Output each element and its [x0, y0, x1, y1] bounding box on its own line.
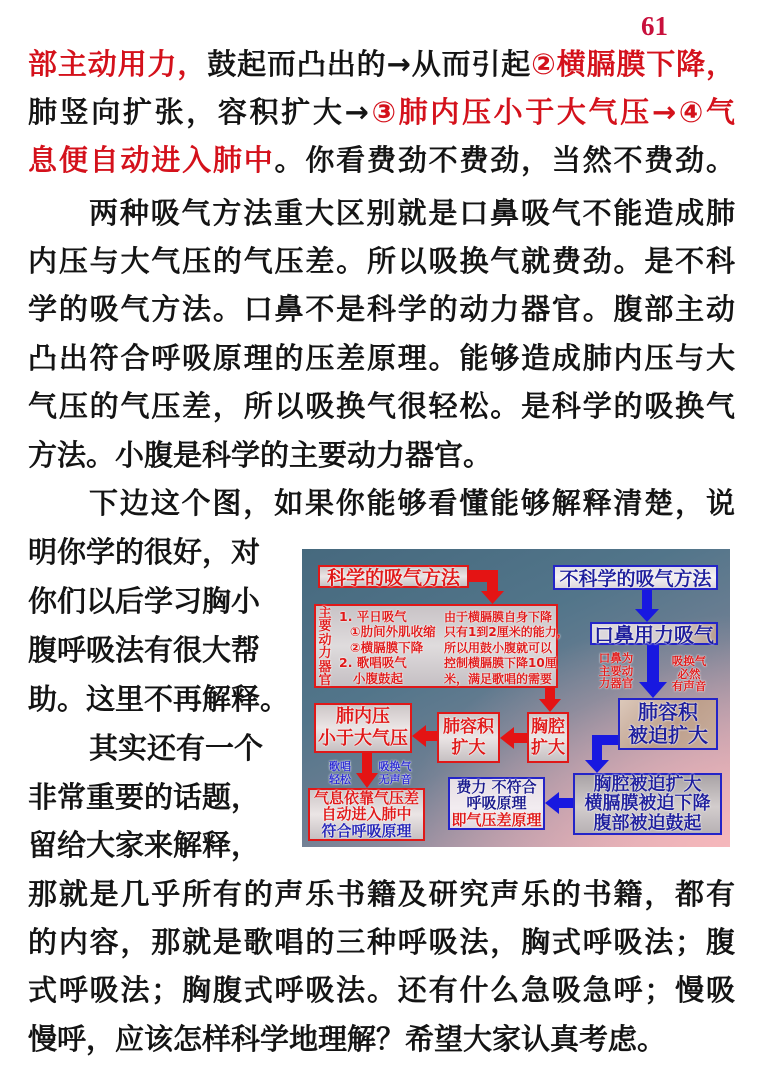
explanation-line: 米，满足歌唱的需要 — [444, 671, 553, 686]
text-line: 留给大家来解释， — [28, 828, 261, 862]
inhalation-methods-list — [339, 609, 436, 686]
lung-pressure-box — [314, 703, 412, 753]
text-line: 那就是几乎所有的声乐书籍及研究声乐的书籍，都有 — [28, 877, 735, 911]
box-line: 肺内压 — [336, 706, 390, 727]
note-line: 歌唱 — [329, 760, 351, 773]
text-line — [28, 40, 735, 88]
diaphragm-explanation — [444, 610, 569, 687]
unscientific-result-box — [448, 777, 545, 830]
chest-expand-box — [527, 712, 569, 763]
label-char: 主 — [318, 606, 332, 621]
box-line: 即气压差原理 — [451, 810, 542, 829]
text-line — [28, 136, 735, 184]
text-line: 方法。小腹是科学的主要动力器官。 — [28, 438, 493, 472]
box-line: 符合呼吸原理 — [321, 821, 412, 840]
note-line: 无声音 — [378, 772, 412, 786]
box-line: 呼吸原理 — [466, 794, 527, 813]
list-item: 2. 歌唱吸气 — [339, 655, 407, 671]
note-line: 吸换气 — [378, 760, 412, 773]
note-line: 力器官 — [598, 676, 634, 691]
text-line: 你们以后学习胸小 — [28, 584, 261, 618]
list-item: ②横膈膜下降 — [350, 639, 424, 655]
audible-breath-note — [669, 655, 709, 693]
text-line: 慢呼，应该怎样科学地理解？希望大家认真考虑。 — [28, 1022, 667, 1056]
box-line: 费力 不符合 — [456, 777, 537, 796]
explanation-line: 只有1到2厘米的能力， — [444, 625, 569, 640]
emphasis-text: 息便自动进入肺中 — [28, 143, 275, 177]
text-line: 下边这个图，如果你能够看懂能够解释清楚，说 — [89, 486, 735, 520]
label-char: 力 — [318, 646, 332, 662]
box-line: 腹部被迫鼓起 — [593, 812, 702, 834]
mouth-nose-inhale-box — [590, 622, 718, 645]
singing-easy-note — [326, 761, 354, 786]
explanation-line: 由于横膈膜自身下降 — [444, 610, 553, 624]
box-line: 被迫扩大 — [628, 723, 708, 747]
box-line: 胸腔被迫扩大 — [593, 773, 702, 795]
title-text: 不科学的吸气方法 — [559, 568, 712, 590]
body-text: 。你看费劲不费劲，当然不费劲。 — [274, 143, 735, 177]
box-line: 扩大 — [531, 737, 565, 758]
body-text: 鼓起而凸出的→从而引起 — [207, 47, 532, 81]
text-line: 明你学的很好，对 — [28, 535, 261, 569]
text-line: 凸出符合呼吸原理的压差原理。能够造成肺内压与大 — [28, 341, 735, 375]
label-char: 官 — [318, 673, 332, 689]
list-item: 1. 平日吸气 — [339, 609, 407, 624]
box-line: 横膈膜被迫下降 — [584, 793, 711, 815]
list-item: 小腹鼓起 — [353, 670, 404, 686]
box-line: 胸腔 — [531, 716, 565, 737]
breathing-method-diagram — [302, 549, 730, 847]
emphasis-text: ③肺内压小于大气压→④气 — [368, 95, 735, 129]
box-line: 气息依靠气压差 — [313, 788, 419, 807]
text-line: 两种吸气方法重大区别就是口鼻吸气不能造成肺 — [89, 196, 735, 230]
label-char: 器 — [318, 659, 332, 675]
label-char: 要 — [318, 619, 332, 635]
scientific-method-title — [318, 565, 469, 588]
title-text: 科学的吸气方法 — [326, 567, 460, 589]
page-number: 61 — [641, 11, 668, 41]
text-line: 其实还有一个 — [89, 731, 264, 765]
text-line: 助。这里不再解释。 — [28, 682, 290, 716]
note-line: 吸换气 — [671, 654, 707, 668]
note-line: 主要动 — [598, 663, 634, 678]
list-item: ①肋间外肌收缩 — [350, 624, 436, 640]
note-line: 必然 — [677, 666, 701, 681]
scientific-result-box — [308, 788, 425, 841]
explanation-line: 控制横膈膜下降10厘 — [444, 656, 557, 671]
text-line: 学的吸气方法。口鼻不是科学的动力器官。腹部主动 — [28, 292, 735, 326]
box-line: 自动进入肺中 — [321, 805, 412, 824]
box-line: 扩大 — [451, 737, 486, 758]
unscientific-method-title — [553, 565, 718, 590]
note-line: 轻松 — [329, 772, 351, 786]
emphasis-text: 部主动用力， — [28, 47, 208, 81]
box-line: 小于大气压 — [318, 728, 408, 749]
emphasis-text: ②横膈膜下降， — [531, 47, 735, 81]
main-power-organ-label — [317, 607, 333, 687]
text-line: 的内容，那就是歌唱的三种呼吸法，胸式呼吸法；腹 — [28, 925, 735, 959]
text-line — [28, 88, 735, 136]
text-line: 非常重要的话题， — [28, 780, 261, 814]
text-line: 气压的气压差，所以吸换气很轻松。是科学的吸换气 — [28, 389, 735, 423]
lung-volume-expand-box — [437, 712, 500, 763]
box-line: 口鼻用力吸气 — [594, 623, 714, 647]
box-line: 肺容积 — [443, 716, 494, 737]
text-line: 式呼吸法；胸腹式呼吸法。还有什么急吸急呼；慢吸 — [28, 973, 735, 1007]
body-text: 肺竖向扩张，容积扩大→ — [28, 95, 369, 129]
text-line: 腹呼吸法有很大帮 — [28, 633, 261, 667]
lung-volume-forced-box — [618, 698, 718, 750]
note-line: 有声音 — [671, 679, 707, 694]
note-line: 口鼻为 — [598, 651, 634, 665]
silent-breath-note — [376, 761, 414, 786]
forced-expansion-box — [573, 773, 722, 835]
mouth-nose-organ-note — [597, 652, 635, 690]
label-char: 动 — [318, 632, 332, 648]
main-power-organ-box — [314, 604, 569, 689]
box-line: 肺容积 — [638, 700, 698, 724]
explanation-line: 所以用鼓小腹就可以 — [444, 640, 553, 655]
text-line: 内压与大气压的气压差。所以吸换气就费劲。是不科 — [28, 244, 735, 278]
